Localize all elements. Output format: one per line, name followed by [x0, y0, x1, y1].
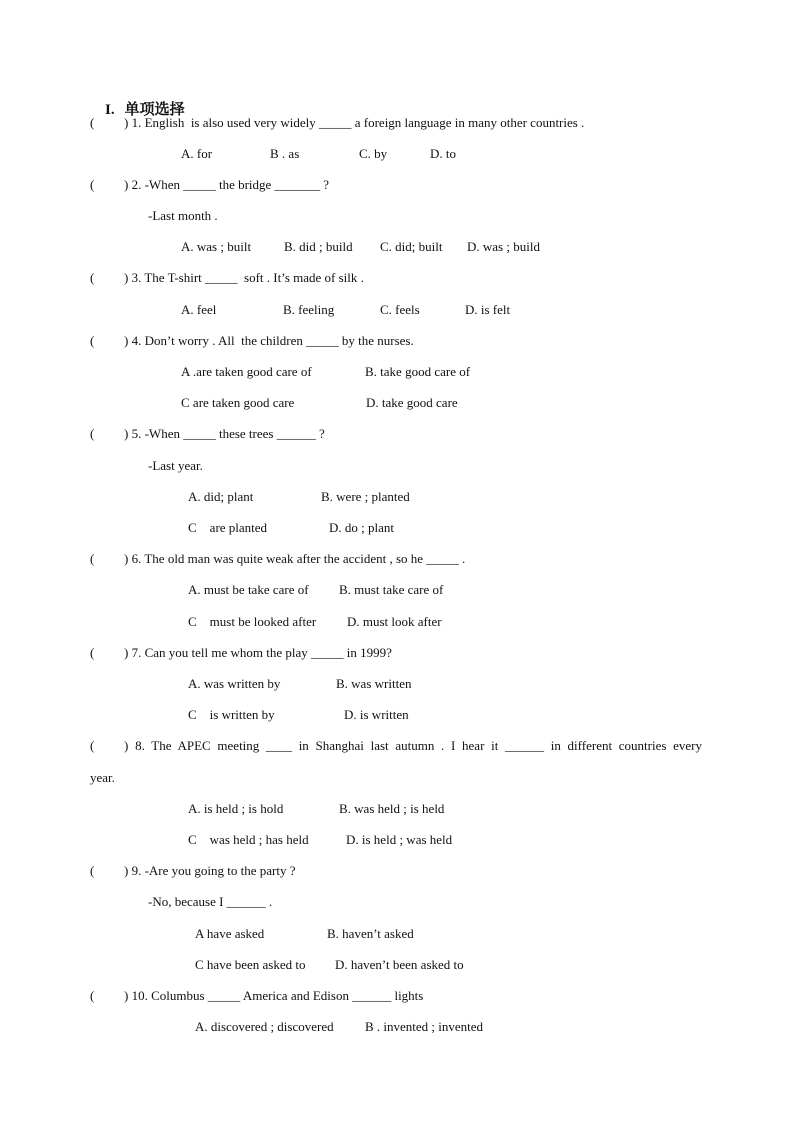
question-5-option-c: C are planted: [188, 520, 268, 535]
question-7-stem: ( ) 7. Can you tell me whom the play _____ in 1999?: [90, 645, 392, 660]
question-6-option-a: A. must be take care of: [188, 582, 309, 597]
question-2-stem: ( ) 2. -When _____ the bridge _______ ?: [90, 177, 330, 192]
question-7-option-a: A. was written by: [188, 676, 281, 691]
question-10-option-b: B . invented ; invented: [365, 1019, 484, 1034]
answer-blank[interactable]: (: [90, 645, 95, 660]
question-4-stem: ( ) 4. Don’t worry . All the children _____ by the nurses.: [90, 333, 414, 348]
question-3-option-d: D. is felt: [465, 302, 511, 317]
question-8-stem-continued: year.: [90, 770, 115, 785]
answer-blank[interactable]: (: [90, 177, 95, 192]
question-6-option-b: B. must take care of: [339, 582, 444, 597]
answer-blank[interactable]: (: [90, 863, 95, 878]
question-1-option-a: A. for: [181, 146, 213, 161]
answer-blank[interactable]: (: [90, 426, 95, 441]
answer-blank[interactable]: (: [90, 333, 95, 348]
question-3-stem: ( ) 3. The T-shirt _____ soft . It’s made of silk .: [90, 270, 364, 285]
question-1-stem: ( ) 1. English is also used very widely _____ a foreign language in many other countries .: [90, 115, 585, 130]
question-2-reply: -Last month .: [148, 208, 218, 223]
question-1-option-c: C. by: [359, 146, 388, 161]
question-4-option-c: C are taken good care: [181, 395, 295, 410]
question-10-option-a: A. discovered ; discovered: [195, 1019, 334, 1034]
question-8-stem: ( ) 8. The APEC meeting ____ in Shanghai last autumn . I hear it ______ in different countries every: [90, 738, 703, 753]
section-title: 单项选择: [124, 100, 185, 118]
question-6-option-c: C must be looked after: [188, 614, 317, 629]
question-4-option-d: D. take good care: [366, 395, 458, 410]
question-3-option-b: B. feeling: [283, 302, 335, 317]
question-4-option-a: A .are taken good care of: [181, 364, 312, 379]
question-1-option-b: B . as: [270, 146, 300, 161]
answer-blank[interactable]: (: [90, 270, 95, 285]
question-9-option-c: C have been asked to: [195, 957, 306, 972]
answer-blank[interactable]: (: [90, 738, 95, 753]
question-5-stem: ( ) 5. -When _____ these trees ______ ?: [90, 426, 325, 441]
question-7-option-b: B. was written: [336, 676, 412, 691]
answer-blank[interactable]: (: [90, 551, 95, 566]
question-9-option-b: B. haven’t asked: [327, 926, 414, 941]
question-6-stem: ( ) 6. The old man was quite weak after the accident , so he _____ .: [90, 551, 466, 566]
answer-blank[interactable]: (: [90, 115, 95, 130]
question-5-option-d: D. do ; plant: [329, 520, 394, 535]
answer-blank[interactable]: (: [90, 988, 95, 1003]
question-1-option-d: D. to: [430, 146, 456, 161]
question-7-option-c: C is written by: [188, 707, 275, 722]
question-7-option-d: D. is written: [344, 707, 409, 722]
question-3-option-a: A. feel: [181, 302, 217, 317]
question-2-option-a: A. was ; built: [181, 239, 252, 254]
question-2-option-c: C. did; built: [380, 239, 443, 254]
question-4-option-b: B. take good care of: [365, 364, 471, 379]
question-8-option-b: B. was held ; is held: [339, 801, 445, 816]
question-5-reply: -Last year.: [148, 458, 203, 473]
question-5-option-b: B. were ; planted: [321, 489, 410, 504]
question-8-option-a: A. is held ; is hold: [188, 801, 284, 816]
question-9-stem: ( ) 9. -Are you going to the party ?: [90, 863, 296, 878]
question-5-option-a: A. did; plant: [188, 489, 254, 504]
question-9-option-a: A have asked: [195, 926, 265, 941]
question-2-option-d: D. was ; build: [467, 239, 540, 254]
question-8-option-d: D. is held ; was held: [346, 832, 453, 847]
question-2-option-b: B. did ; build: [284, 239, 353, 254]
question-6-option-d: D. must look after: [347, 614, 442, 629]
question-3-option-c: C. feels: [380, 302, 420, 317]
question-8-option-c: C was held ; has held: [188, 832, 309, 847]
question-9-reply: -No, because I ______ .: [148, 894, 273, 909]
section-number: I.: [105, 102, 115, 118]
question-9-option-d: D. haven’t been asked to: [335, 957, 464, 972]
question-10-stem: ( ) 10. Columbus _____ America and Edison ______ lights: [90, 988, 424, 1003]
